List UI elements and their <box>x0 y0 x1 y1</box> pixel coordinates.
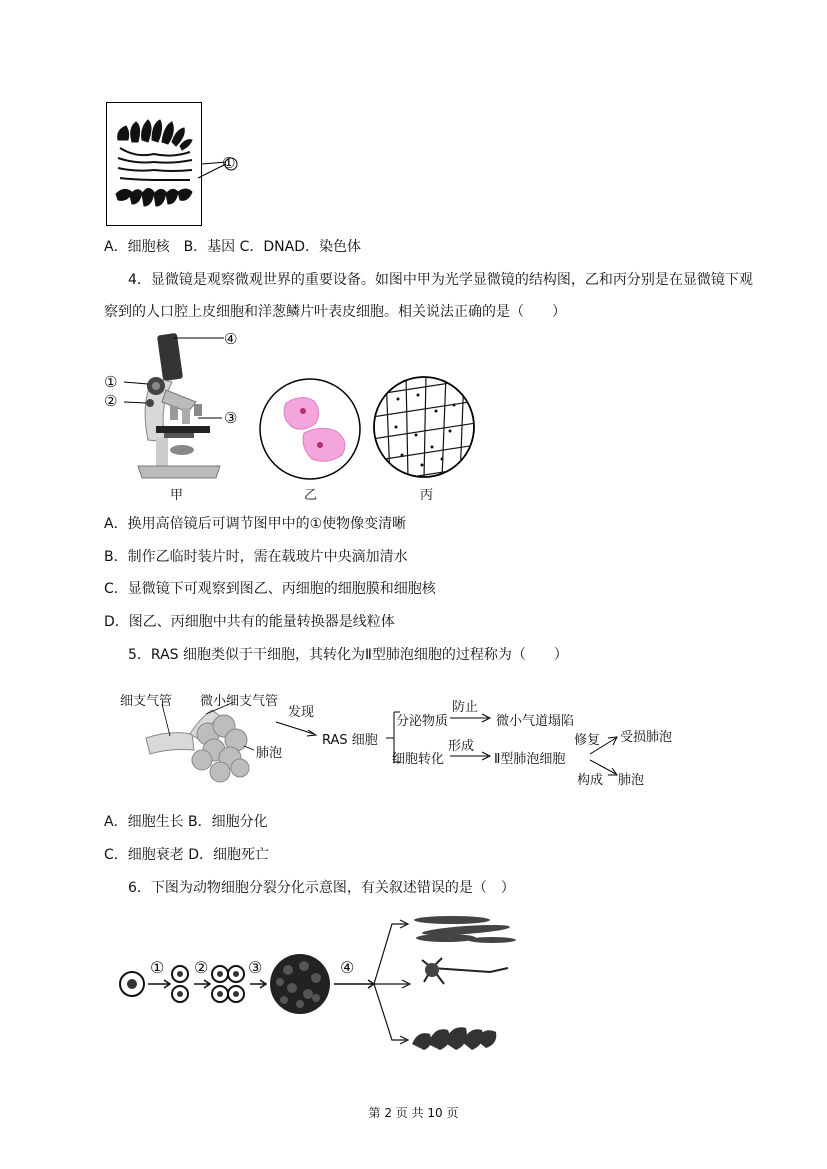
onion-cell-figure <box>372 375 476 479</box>
label-bronchiole: 微小细支气管 <box>200 694 279 709</box>
q4-option-b: B．制作乙临时装片时，需在载玻片中央滴加清水 <box>104 549 408 565</box>
q4-option-c: C．显微镜下可观察到图乙、丙细胞的细胞膜和细胞核 <box>104 581 436 597</box>
label-compose: 构成 <box>577 773 604 788</box>
q5-options-line1: A．细胞生长 B．细胞分化 <box>104 814 268 830</box>
q3-options: A．细胞核 B．基因 C．DNAD．染色体 <box>104 239 362 255</box>
label-transform: 细胞转化 <box>392 752 445 767</box>
label-form: 形成 <box>448 739 475 754</box>
label-discover: 发现 <box>288 705 315 720</box>
q5-options-line2: C．细胞衰老 D．细胞死亡 <box>104 847 270 863</box>
q4-stem-line1: 4．显微镜是观察微观世界的重要设备。如图中甲为光学显微镜的结构图，乙和丙分别是在显微镜下观 <box>128 272 753 288</box>
label-collapse: 微小气道塌陷 <box>496 714 575 729</box>
caption-bing: 丙 <box>420 488 434 503</box>
label-alveolus-picture: 肺泡 <box>256 746 283 761</box>
microscope-label-2: ② <box>104 392 118 410</box>
division-label-3: ③ <box>248 958 263 977</box>
cell-division-figure <box>112 912 532 1057</box>
label-prevent: 防止 <box>452 700 479 715</box>
label-alveolus: 肺泡 <box>618 773 645 788</box>
cheek-cell-diagram <box>258 377 362 481</box>
microscope-label-3: ③ <box>224 409 238 427</box>
division-label-1: ① <box>150 958 165 977</box>
q4-option-d: D．图乙、丙细胞中共有的能量转换器是线粒体 <box>104 614 395 630</box>
label-repair: 修复 <box>574 733 601 748</box>
caption-yi: 乙 <box>304 488 318 503</box>
label-ras: RAS 细胞 <box>322 733 378 748</box>
division-label-2: ② <box>194 958 209 977</box>
label-secrete: 分泌物质 <box>396 714 449 729</box>
q4-stem-line2: 察到的人口腔上皮细胞和洋葱鳞片叶表皮细胞。相关说法正确的是（ ） <box>104 304 566 320</box>
label-damaged: 受损肺泡 <box>620 730 673 745</box>
cheek-cell-figure <box>258 377 362 481</box>
division-label-4: ④ <box>340 958 355 977</box>
chromosome-pointer-label: ① <box>222 154 236 172</box>
chromosome-figure <box>106 102 202 226</box>
page-footer: 第 2 页 共 10 页 <box>368 1106 459 1120</box>
q5-stem: 5．RAS 细胞类似于干细胞，其转化为Ⅱ型肺泡细胞的过程称为（ ） <box>128 647 568 663</box>
label-bronchus: 细支气管 <box>120 694 173 709</box>
q6-stem: 6．下图为动物细胞分裂分化示意图，有关叙述错误的是（ ） <box>128 880 515 896</box>
microscope-label-1: ① <box>104 373 118 391</box>
onion-cell-diagram <box>372 375 476 479</box>
q4-option-a: A．换用高倍镜后可调节图甲中的①使物像变清晰 <box>104 516 407 532</box>
microscope-label-4: ④ <box>224 330 238 348</box>
cell-division-diagram <box>112 912 532 1057</box>
label-type2: Ⅱ型肺泡细胞 <box>494 752 566 767</box>
caption-jia: 甲 <box>170 488 184 503</box>
